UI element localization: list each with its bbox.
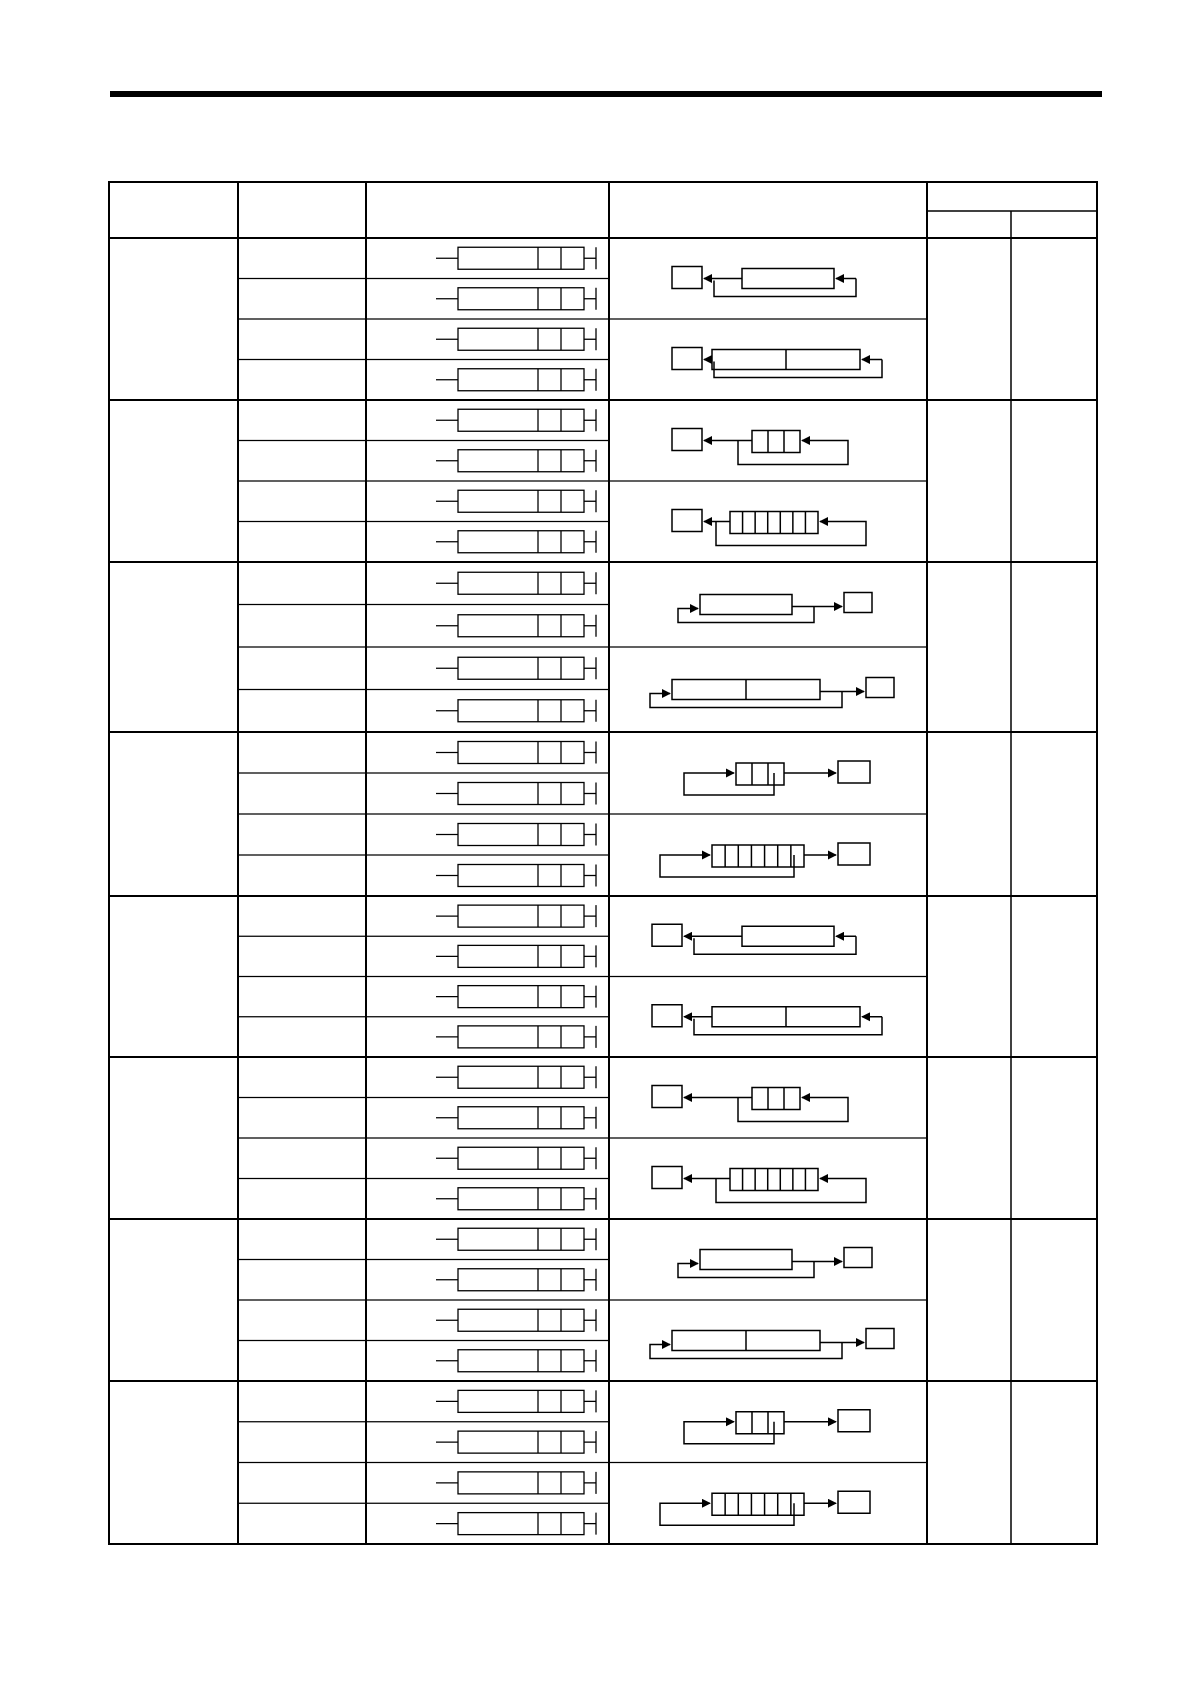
ladder-symbol xyxy=(436,1390,596,1412)
register-box xyxy=(736,763,784,785)
ladder-symbol xyxy=(436,824,596,846)
flag-box xyxy=(866,678,894,698)
operation-diagram xyxy=(652,924,856,954)
flag-box xyxy=(672,267,702,289)
operation-diagram xyxy=(684,761,870,795)
ladder-symbol xyxy=(436,1269,596,1291)
operation-diagram xyxy=(678,593,872,623)
operation-diagram xyxy=(652,1086,848,1122)
ladder-symbol xyxy=(436,1472,596,1494)
ladder-symbol xyxy=(436,1188,596,1210)
ladder-symbol xyxy=(436,742,596,764)
register-box xyxy=(700,595,792,615)
flow-arrow xyxy=(802,441,848,453)
flow-arrow xyxy=(694,936,856,954)
register-box xyxy=(742,926,834,946)
ladder-symbol xyxy=(436,783,596,805)
ladder-symbol xyxy=(436,572,596,594)
ladder-symbol xyxy=(436,1431,596,1453)
flow-arrow xyxy=(660,1503,794,1525)
flow-arrow xyxy=(660,855,794,877)
table-grid xyxy=(109,182,1097,1544)
operation-diagram xyxy=(652,1005,882,1035)
ladder-symbol xyxy=(436,657,596,679)
ladder-symbol xyxy=(436,1066,596,1088)
operation-diagram xyxy=(650,678,894,708)
ladder-symbol xyxy=(436,1026,596,1048)
flag-box xyxy=(844,593,872,613)
operation-diagram xyxy=(684,1410,870,1444)
table-frame xyxy=(109,182,1097,1544)
register-box xyxy=(742,269,834,289)
flag-box xyxy=(672,510,702,532)
operation-diagram xyxy=(652,1167,866,1203)
flow-arrow xyxy=(694,1017,882,1035)
ladder-symbol xyxy=(436,450,596,472)
register-box xyxy=(736,1412,784,1434)
ladder-symbol xyxy=(436,905,596,927)
ladder-symbol xyxy=(436,1513,596,1535)
operation-diagram xyxy=(672,348,882,378)
operation-diagram xyxy=(660,1491,870,1525)
flow-arrow xyxy=(820,522,866,534)
flag-box xyxy=(838,1410,870,1432)
flag-box xyxy=(672,348,702,370)
operation-diagram xyxy=(672,267,856,297)
ladder-symbol xyxy=(436,328,596,350)
flag-box xyxy=(844,1248,872,1268)
register-box xyxy=(752,431,800,453)
ladder-symbol xyxy=(436,986,596,1008)
flow-arrow xyxy=(820,1179,866,1191)
ladder-symbol xyxy=(436,865,596,887)
ladder-symbol xyxy=(436,247,596,269)
flag-box xyxy=(838,1491,870,1513)
ladder-symbol xyxy=(436,1350,596,1372)
ladder-symbol xyxy=(436,1147,596,1169)
ladder-symbol xyxy=(436,369,596,391)
flag-box xyxy=(652,1005,682,1027)
flow-arrow xyxy=(714,360,882,378)
ladder-symbol xyxy=(436,945,596,967)
ladder-symbol xyxy=(436,409,596,431)
flow-arrow xyxy=(684,773,774,795)
operation-diagram xyxy=(672,429,848,465)
register-box xyxy=(700,1250,792,1270)
ladder-symbol xyxy=(436,1228,596,1250)
ladder-symbol xyxy=(436,531,596,553)
ladder-symbol xyxy=(436,490,596,512)
operation-diagram xyxy=(672,510,866,546)
flag-box xyxy=(652,924,682,946)
flow-arrow xyxy=(802,1098,848,1110)
flag-box xyxy=(652,1167,682,1189)
operation-diagram xyxy=(660,843,870,877)
ladder-symbol xyxy=(436,700,596,722)
flow-arrow xyxy=(684,1422,774,1444)
ladder-symbol xyxy=(436,288,596,310)
flag-box xyxy=(866,1329,894,1349)
ladder-symbol xyxy=(436,1309,596,1331)
ladder-symbol xyxy=(436,615,596,637)
flag-box xyxy=(652,1086,682,1108)
ladder-symbol xyxy=(436,1107,596,1129)
operation-diagram xyxy=(678,1248,872,1278)
flag-box xyxy=(838,843,870,865)
register-box xyxy=(752,1088,800,1110)
flag-box xyxy=(838,761,870,783)
flag-box xyxy=(672,429,702,451)
operation-diagram xyxy=(650,1329,894,1359)
